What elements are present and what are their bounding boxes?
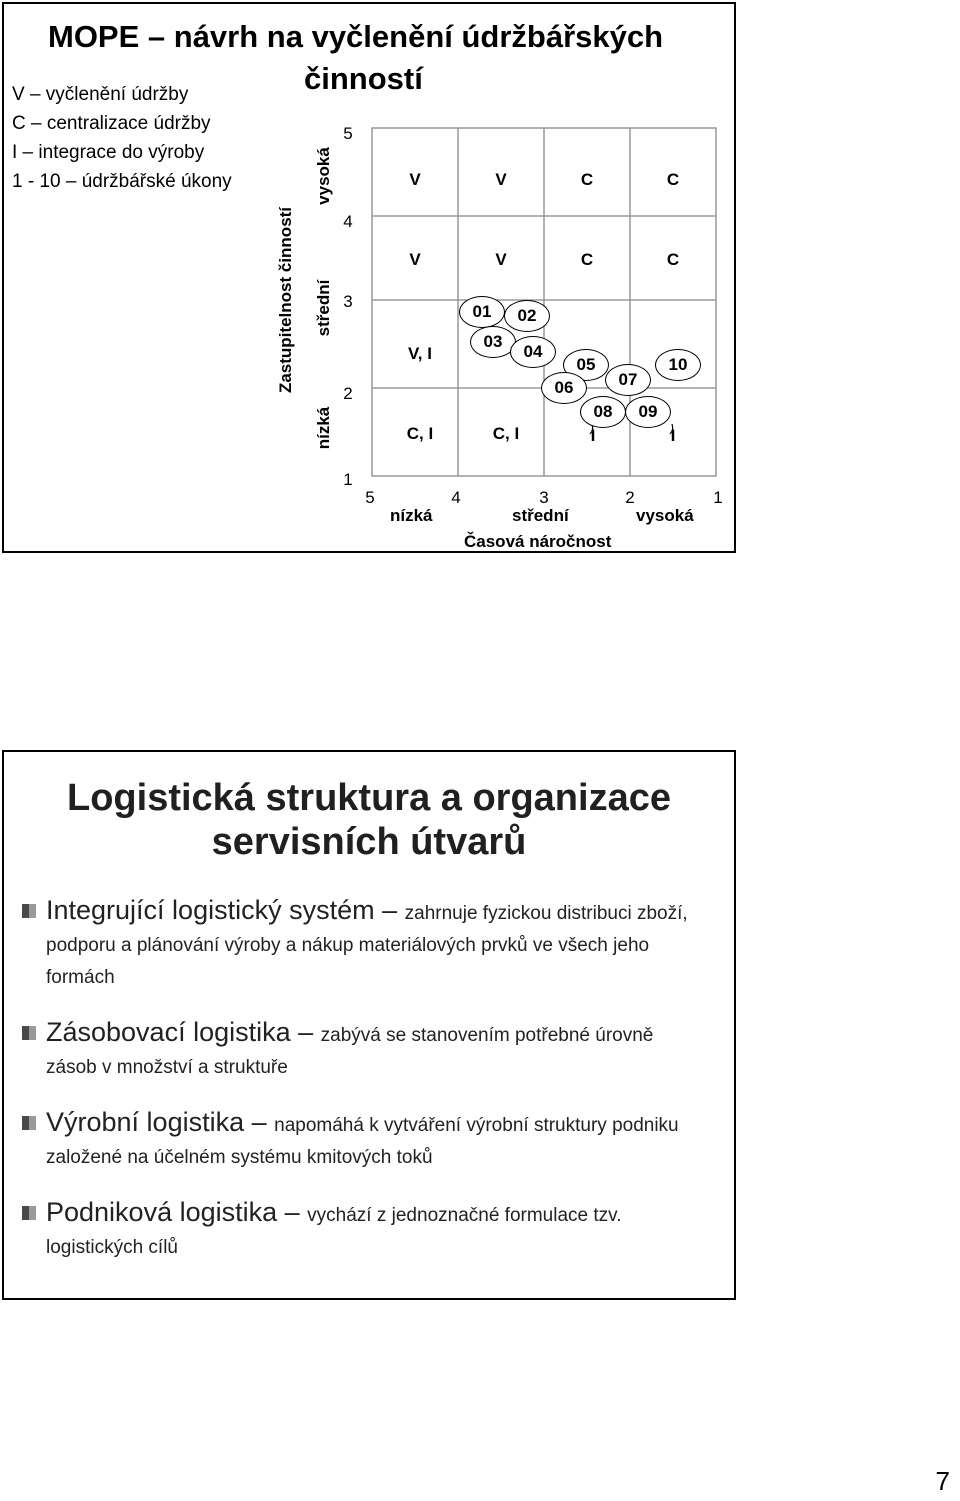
y-band-high: vysoká	[314, 147, 333, 205]
item-text: napomáhá k vytváření výrobní struktury podniku založené na účelném systému kmitových toků	[46, 1115, 679, 1168]
slide-mope	[2, 2, 736, 553]
y-tick-3: 3	[343, 292, 353, 311]
node-05: 05	[563, 349, 609, 381]
x-band-low: nízká	[390, 506, 433, 525]
node-02: 02	[504, 300, 550, 332]
cell-r1-c3: C	[580, 170, 594, 189]
slide-title-line1: Logistická struktura a organizace	[67, 777, 671, 819]
list-item: Zásobovací logistika – zabývá se stanovením potřebné úrovně zásob v množství a struktuře	[46, 1016, 706, 1084]
item-text: zabývá se stanovením potřebné úrovně zásob v množství a struktuře	[46, 1025, 654, 1078]
cell-r4-c1: C, I	[406, 424, 434, 443]
node-03: 03	[470, 326, 516, 358]
x-tick-1: 1	[713, 488, 723, 507]
list-item: Výrobní logistika – napomáhá k vytváření výrobní struktury podniku založené na účelném systému kmitových toků	[46, 1106, 706, 1174]
cell-r3-c1: V, I	[408, 344, 432, 363]
x-tick-5: 5	[365, 488, 375, 507]
page-number: 7	[935, 1466, 950, 1496]
cell-r1-c2: V	[495, 170, 507, 189]
x-axis-title: Časová náročnost	[464, 532, 612, 551]
y-tick-4: 4	[343, 212, 353, 231]
x-tick-4: 4	[451, 488, 461, 507]
cell-r4-c3: I	[590, 426, 596, 445]
cell-r1-c1: V	[409, 170, 421, 189]
node-04: 04	[510, 336, 556, 368]
slide-title-line2: činností	[304, 61, 423, 96]
y-tick-2: 2	[343, 384, 353, 403]
y-tick-1: 1	[343, 470, 353, 489]
slide-logistics	[2, 750, 736, 1300]
y-axis-title: Zastupitelnost činností	[276, 206, 295, 394]
list-item: Integrující logistický systém – zahrnuje fyzickou distribuci zboží, podporu a plánování výroby a nákup materiálových prvků ve všech jeho formách	[46, 894, 706, 994]
cell-r4-c2: C, I	[492, 424, 520, 443]
list-item: Podniková logistika – vychází z jednoznačné formulace tzv. logistických cílů	[46, 1196, 706, 1264]
node-09: 09	[625, 396, 671, 428]
item-lead: Výrobní logistika	[46, 1107, 245, 1137]
legend-item-c: C – centralizace údržby	[12, 113, 211, 134]
cell-r4-c4: I	[670, 426, 676, 445]
cell-r2-c1: V	[409, 250, 421, 269]
slide-title-line2: servisních útvarů	[211, 821, 527, 863]
cell-r2-c4: C	[666, 250, 680, 269]
cell-r2-c3: C	[580, 250, 594, 269]
cell-r2-c2: V	[495, 250, 507, 269]
slide-title-line1: MOPE – návrh na vyčlenění údržbářských	[48, 19, 664, 54]
node-07: 07	[605, 364, 651, 396]
y-band-mid: střední	[314, 279, 333, 337]
bullet-icon	[22, 1206, 36, 1220]
legend-item-i: I – integrace do výroby	[12, 142, 205, 163]
x-band-mid: střední	[512, 506, 569, 525]
item-lead: Integrující logistický systém	[46, 895, 375, 925]
legend-item-range: 1 - 10 – údržbářské úkony	[12, 171, 232, 192]
y-band-low: nízká	[314, 406, 333, 450]
x-tick-3: 3	[539, 488, 549, 507]
matrix-grid	[4, 4, 734, 551]
slide-title	[4, 776, 734, 864]
node-10: 10	[655, 349, 701, 381]
bullet-icon	[22, 1116, 36, 1130]
bullet-icon	[22, 904, 36, 918]
cell-r1-c4: C	[666, 170, 680, 189]
bullet-icon	[22, 1026, 36, 1040]
x-tick-2: 2	[625, 488, 635, 507]
node-06: 06	[541, 372, 587, 404]
item-lead: Zásobovací logistika	[46, 1017, 291, 1047]
y-tick-5: 5	[343, 124, 353, 143]
x-band-high: vysoká	[636, 506, 694, 525]
node-08: 08	[580, 396, 626, 428]
item-lead: Podniková logistika	[46, 1197, 278, 1227]
legend-item-v: V – vyčlenění údržby	[12, 84, 189, 105]
item-text: zahrnuje fyzickou distribuci zboží, podporu a plánování výroby a nákup materiálových prvků ve všech jeho formách	[46, 903, 688, 988]
item-text: vychází z jednoznačné formulace tzv. logistických cílů	[46, 1205, 622, 1258]
node-01: 01	[459, 296, 505, 328]
